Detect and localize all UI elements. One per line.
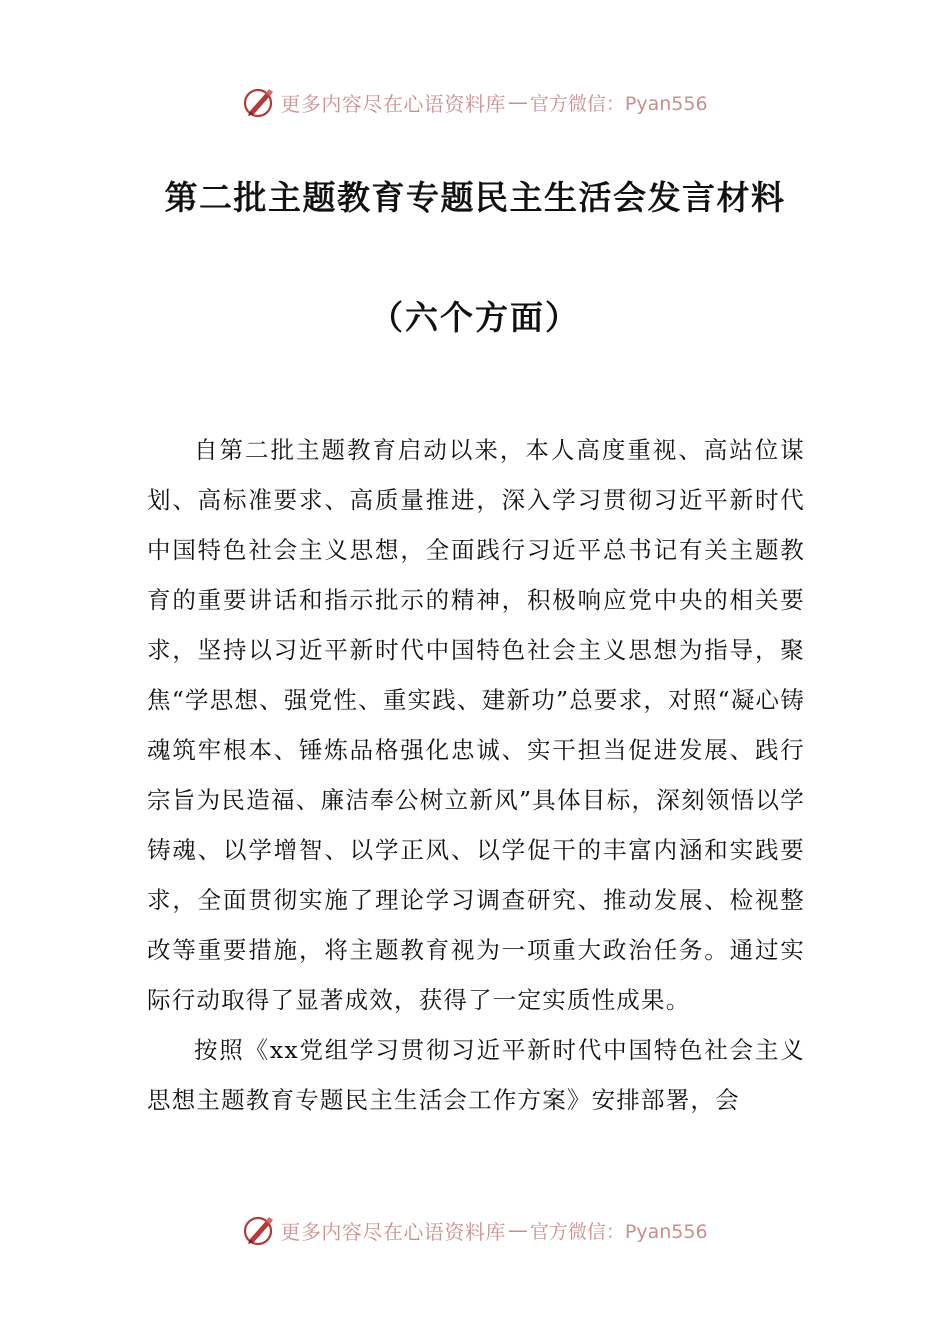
paragraph-2: 按照《xx党组学习贯彻习近平新时代中国特色社会主义思想主题教育专题民主生活会工作方案》安排部署，会 (147, 1036, 805, 1114)
footer-watermark-banner (0, 1210, 950, 1250)
banner-text: 更多内容尽在心语资料库 (280, 1219, 506, 1244)
header-watermark-banner (0, 82, 950, 122)
banner-text: 更多内容尽在心语资料库 (280, 91, 506, 116)
pen-logo-icon (242, 1213, 276, 1247)
document-title: 第二批主题教育专题民主生活会发言材料 (164, 178, 786, 217)
banner-wechat: 官方微信：Pyan556 (529, 1220, 708, 1243)
document-body (147, 425, 805, 1125)
document-subtitle: （六个方面） (370, 298, 580, 337)
banner-separator: — (507, 90, 528, 114)
banner-wechat: 官方微信：Pyan556 (529, 92, 708, 115)
pen-logo-icon (242, 85, 276, 119)
paragraph-1: 自第二批主题教育启动以来，本人高度重视、高站位谋划、高标准要求、高质量推进，深入学习贯彻习近平新时代中国特色社会主义思想，全面践行习近平总书记有关主题教育的重要讲话和指示批示的精神，积极响应党中央的相关要求，坚持以习近平新时代中国特色社会主义思想为指导，聚焦“学思想、强党性、重实践、建新功”总要求，对照“凝心铸魂筑牢根本、锤炼品格强化忠诚、实干担当促进发展、践行宗旨为民造福、廉洁奉公树立新风”具体目标，深刻领悟以学铸魂、以学增智、以学正风、以学促干的丰富内涵和实践要求，全面贯彻实施了理论学习调查研究、推动发展、检视整改等重要措施，将主题教育视为一项重大政治任务。通过实际行动取得了显著成效，获得了一定实质性成果。 (147, 436, 805, 1014)
banner-separator: — (507, 1218, 528, 1242)
